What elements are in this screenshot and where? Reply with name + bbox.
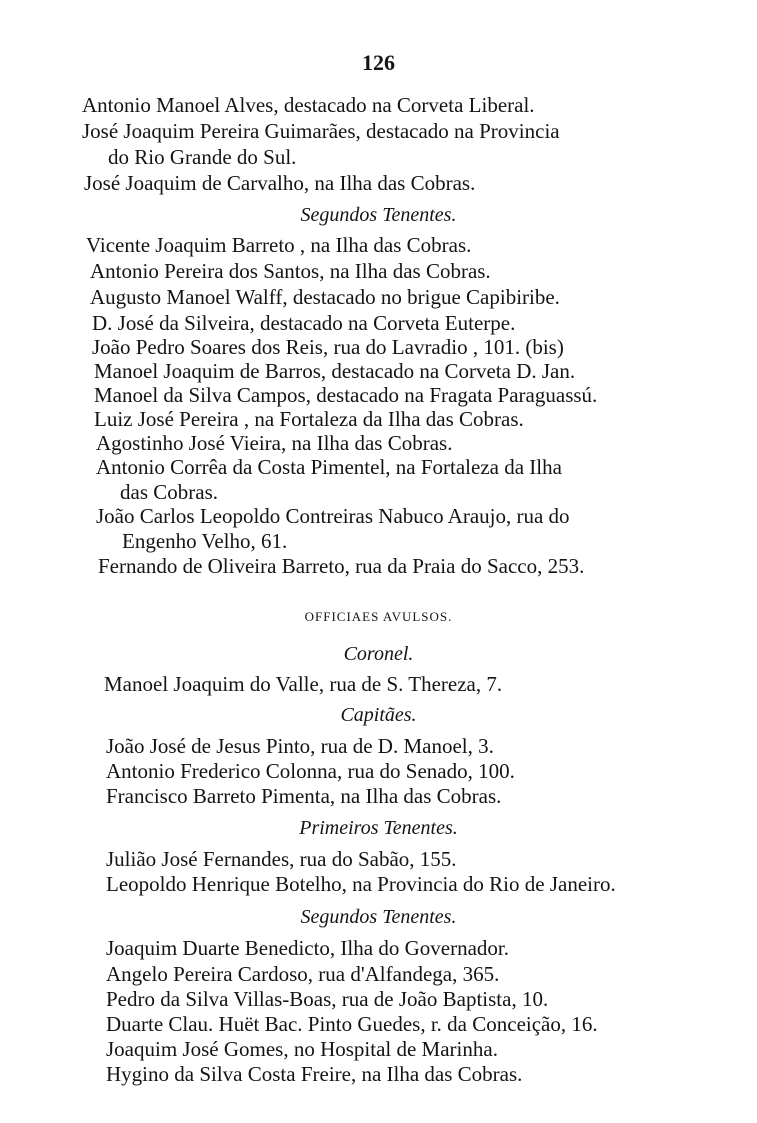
- entry-line: Julião José Fernandes, rua do Sabão, 155.: [106, 847, 457, 871]
- section-heading-coronel: Coronel.: [343, 643, 414, 665]
- page-number: 126: [362, 50, 395, 75]
- entry-line: João Carlos Leopoldo Contreiras Nabuco Araujo, rua do: [96, 504, 570, 528]
- entry-line: D. José da Silveira, destacado na Corveta Euterpe.: [92, 311, 516, 335]
- section-heading-primeiros-tenentes: Primeiros Tenentes.: [299, 817, 458, 839]
- entry-line: Duarte Clau. Huët Bac. Pinto Guedes, r. da Conceição, 16.: [106, 1012, 598, 1036]
- entry-line-continuation: do Rio Grande do Sul.: [108, 145, 297, 169]
- entry-line: Fernando de Oliveira Barreto, rua da Praia do Sacco, 253.: [98, 554, 585, 578]
- section-heading-capitaes: Capitães.: [340, 704, 417, 726]
- entry-line-continuation: das Cobras.: [120, 480, 218, 504]
- entry-line-continuation: Engenho Velho, 61.: [122, 529, 288, 553]
- entry-line: Antonio Pereira dos Santos, na Ilha das Cobras.: [90, 259, 491, 283]
- entry-line: Vicente Joaquim Barreto , na Ilha das Cobras.: [86, 233, 472, 257]
- section-heading-segundos-tenentes: Segundos Tenentes.: [300, 906, 457, 928]
- entry-line: Agostinho José Vieira, na Ilha das Cobras.: [96, 431, 453, 455]
- entry-line: José Joaquim Pereira Guimarães, destacado na Provincia: [82, 119, 560, 143]
- entry-line: Leopoldo Henrique Botelho, na Provincia do Rio de Janeiro.: [106, 872, 616, 896]
- entry-line: Antonio Manoel Alves, destacado na Corveta Liberal.: [82, 93, 535, 117]
- entry-line: Antonio Corrêa da Costa Pimentel, na Fortaleza da Ilha: [96, 455, 562, 479]
- entry-line: João José de Jesus Pinto, rua de D. Manoel, 3.: [106, 734, 494, 758]
- entry-line: Manoel da Silva Campos, destacado na Fragata Paraguassú.: [94, 383, 598, 407]
- section-heading-officiaes-avulsos: OFFICIAES AVULSOS.: [304, 609, 453, 624]
- entry-line: Angelo Pereira Cardoso, rua d'Alfandega, 365.: [106, 962, 500, 986]
- entry-line: Antonio Frederico Colonna, rua do Senado, 100.: [106, 759, 515, 783]
- entry-line: Hygino da Silva Costa Freire, na Ilha das Cobras.: [106, 1062, 523, 1086]
- entry-line: Manoel Joaquim do Valle, rua de S. Thereza, 7.: [104, 672, 503, 696]
- entry-line: Joaquim José Gomes, no Hospital de Marinha.: [106, 1037, 498, 1061]
- entry-line: Luiz José Pereira , na Fortaleza da Ilha das Cobras.: [94, 407, 524, 431]
- entry-line: Pedro da Silva Villas-Boas, rua de João Baptista, 10.: [106, 987, 549, 1011]
- entry-line: João Pedro Soares dos Reis, rua do Lavradio , 101. (bis): [92, 335, 564, 359]
- entry-line: Manoel Joaquim de Barros, destacado na Corveta D. Jan.: [94, 359, 576, 383]
- section-heading-segundos-tenentes: Segundos Tenentes.: [300, 204, 457, 226]
- entry-line: Joaquim Duarte Benedicto, Ilha do Governador.: [106, 936, 509, 960]
- entry-line: Augusto Manoel Walff, destacado no brigue Capibiribe.: [90, 285, 560, 309]
- entry-line: José Joaquim de Carvalho, na Ilha das Cobras.: [84, 171, 476, 195]
- entry-line: Francisco Barreto Pimenta, na Ilha das Cobras.: [106, 784, 502, 808]
